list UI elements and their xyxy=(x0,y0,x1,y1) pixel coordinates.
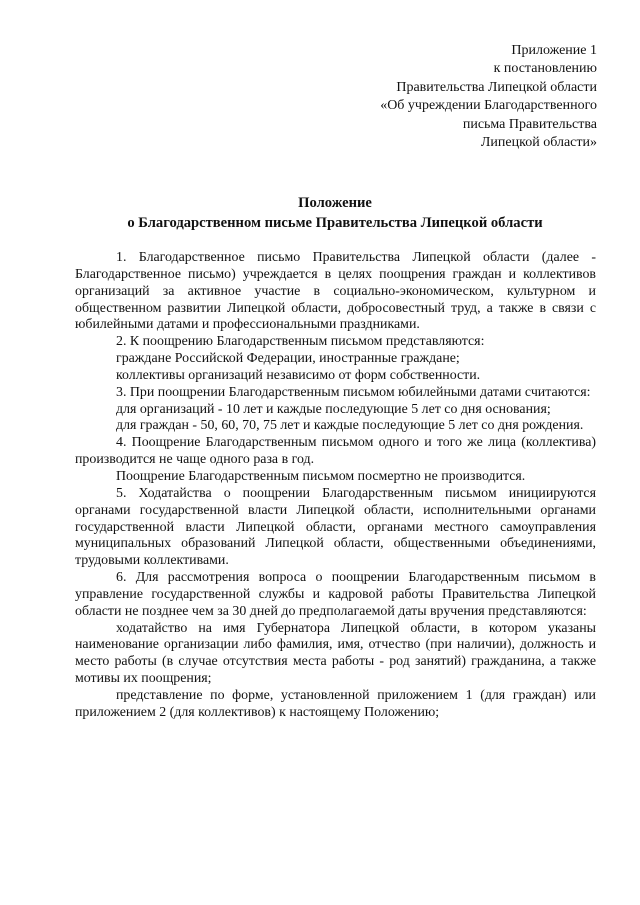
document-body xyxy=(75,250,596,722)
title-line-2: о Благодарственном письме Правительства Липецкой области xyxy=(127,215,543,231)
title-line-1: Положение xyxy=(298,195,372,211)
appendix-header xyxy=(380,42,597,152)
paragraph-2-item-1: граждане Российской Федерации, иностранные граждане; xyxy=(116,351,460,367)
header-line: к постановлению xyxy=(493,61,597,77)
paragraph-6-item-1: ходатайство на имя Губернатора Липецкой области, в котором указаны наименование организации либо фамилия, имя, отчество (при наличии), должность и место работы (в случае отсутствия места работы - род занятий) гражданина, а также мотивы их поощрения; xyxy=(75,620,596,687)
header-line: Липецкой области» xyxy=(480,135,597,151)
header-line: Правительства Липецкой области xyxy=(396,79,597,95)
paragraph-6: 6. Для рассмотрения вопроса о поощрении Благодарственным письмом в управление государственной службы и кадровой работы Правительства Липецкой области не позднее чем за 30 дней до предполагаемой даты вручения представляются: xyxy=(75,570,596,619)
paragraph-2: 2. К поощрению Благодарственным письмом представляются: xyxy=(116,334,485,350)
header-line: «Об учреждении Благодарственного xyxy=(380,98,597,114)
paragraph-4: 4. Поощрение Благодарственным письмом одного и того же лица (коллектива) производится не чаще одного раза в год. xyxy=(75,435,596,468)
paragraph-2-item-2: коллективы организаций независимо от форм собственности. xyxy=(116,367,481,383)
paragraph-4-note: Поощрение Благодарственным письмом посмертно не производится. xyxy=(116,468,526,484)
document-title xyxy=(75,193,595,233)
paragraph-1: 1. Благодарственное письмо Правительства Липецкой области (далее - Благодарственное письмо) учреждается в целях поощрения граждан и коллективов организаций за активное участие в социально-экономическом, культурном и общественном развитии Липецкой области, добросовестный труд, а также в связи с юбилейными датами и профессиональными праздниками. xyxy=(75,250,596,333)
paragraph-5: 5. Ходатайства о поощрении Благодарственным письмом инициируются органами государственной власти Липецкой области, исполнительными органами государственной власти Липецкой области, органами местного самоуправления муниципальных образований Липецкой области, общественными объединениями, трудовыми коллективами. xyxy=(75,485,596,569)
header-line: Приложение 1 xyxy=(511,43,597,58)
header-line: письма Правительства xyxy=(462,116,597,132)
paragraph-6-item-2: представление по форме, установленной приложением 1 (для граждан) или приложением 2 (для коллективов) к настоящему Положению; xyxy=(75,687,596,720)
paragraph-3: 3. При поощрении Благодарственным письмом юбилейными датами считаются: xyxy=(116,384,591,400)
paragraph-3-item-2: для граждан - 50, 60, 70, 75 лет и каждые последующие 5 лет со дня рождения. xyxy=(116,418,584,434)
paragraph-3-item-1: для организаций - 10 лет и каждые последующие 5 лет со дня основания; xyxy=(116,401,551,417)
